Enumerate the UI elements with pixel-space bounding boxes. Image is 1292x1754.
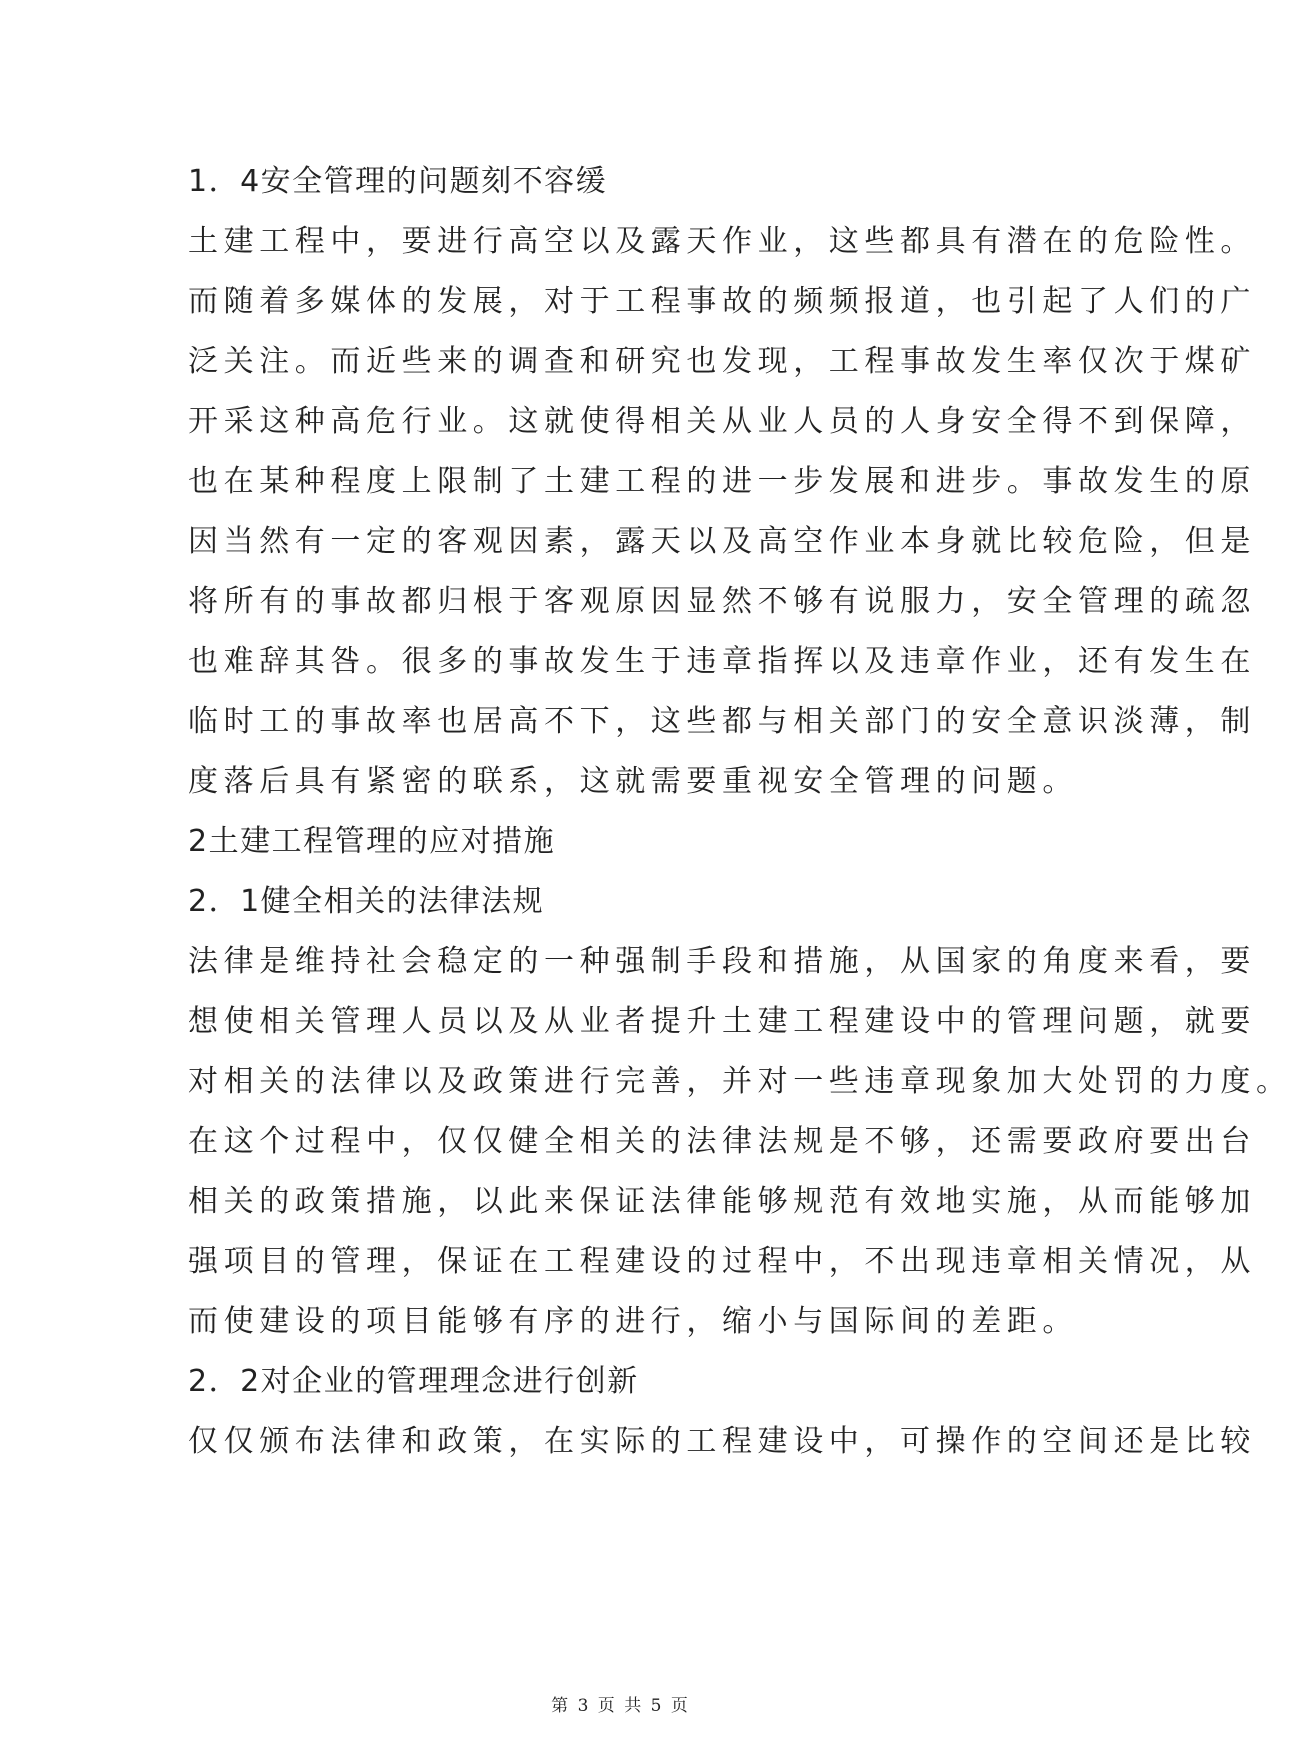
paragraph-line: 临时工的事故率也居高不下，这些都与相关部门的安全意识淡薄，制 (188, 704, 1256, 739)
paragraph-line: 在这个过程中，仅仅健全相关的法律法规是不够，还需要政府要出台 (188, 1124, 1256, 1159)
section-heading: 2．1健全相关的法律法规 (188, 884, 545, 919)
paragraph-line: 也在某种程度上限制了土建工程的进一步发展和进步。事故发生的原 (188, 464, 1256, 499)
section-heading: 1．4安全管理的问题刻不容缓 (188, 164, 608, 199)
paragraph-line: 仅仅颁布法律和政策，在实际的工程建设中，可操作的空间还是比较 (188, 1424, 1256, 1459)
paragraph-line: 而随着多媒体的发展，对于工程事故的频频报道，也引起了人们的广 (188, 284, 1256, 319)
paragraph-line: 将所有的事故都归根于客观原因显然不够有说服力，安全管理的疏忽 (188, 584, 1256, 619)
page-number: 第 3 页 共 5 页 (551, 1696, 690, 1716)
paragraph-line: 度落后具有紧密的联系，这就需要重视安全管理的问题。 (188, 764, 1078, 799)
paragraph-line: 法律是维持社会稳定的一种强制手段和措施，从国家的角度来看，要 (188, 944, 1256, 979)
paragraph-line: 泛关注。而近些来的调查和研究也发现，工程事故发生率仅次于煤矿 (188, 344, 1256, 379)
paragraph-line: 也难辞其咎。很多的事故发生于违章指挥以及违章作业，还有发生在 (188, 644, 1256, 679)
paragraph-line: 而使建设的项目能够有序的进行，缩小与国际间的差距。 (188, 1304, 1078, 1339)
paragraph-line: 因当然有一定的客观因素，露天以及高空作业本身就比较危险，但是 (188, 524, 1256, 559)
section-heading: 2土建工程管理的应对措施 (188, 824, 556, 859)
paragraph-line: 对相关的法律以及政策进行完善，并对一些违章现象加大处罚的力度。 (188, 1064, 1292, 1099)
paragraph-line: 强项目的管理，保证在工程建设的过程中，不出现违章相关情况，从 (188, 1244, 1256, 1279)
paragraph-line: 想使相关管理人员以及从业者提升土建工程建设中的管理问题，就要 (188, 1004, 1256, 1039)
section-heading: 2．2对企业的管理理念进行创新 (188, 1364, 639, 1399)
paragraph-line: 开采这种高危行业。这就使得相关从业人员的人身安全得不到保障， (188, 404, 1256, 439)
paragraph-line: 相关的政策措施，以此来保证法律能够规范有效地实施，从而能够加 (188, 1184, 1256, 1219)
paragraph-line: 土建工程中，要进行高空以及露天作业，这些都具有潜在的危险性。 (188, 224, 1256, 259)
